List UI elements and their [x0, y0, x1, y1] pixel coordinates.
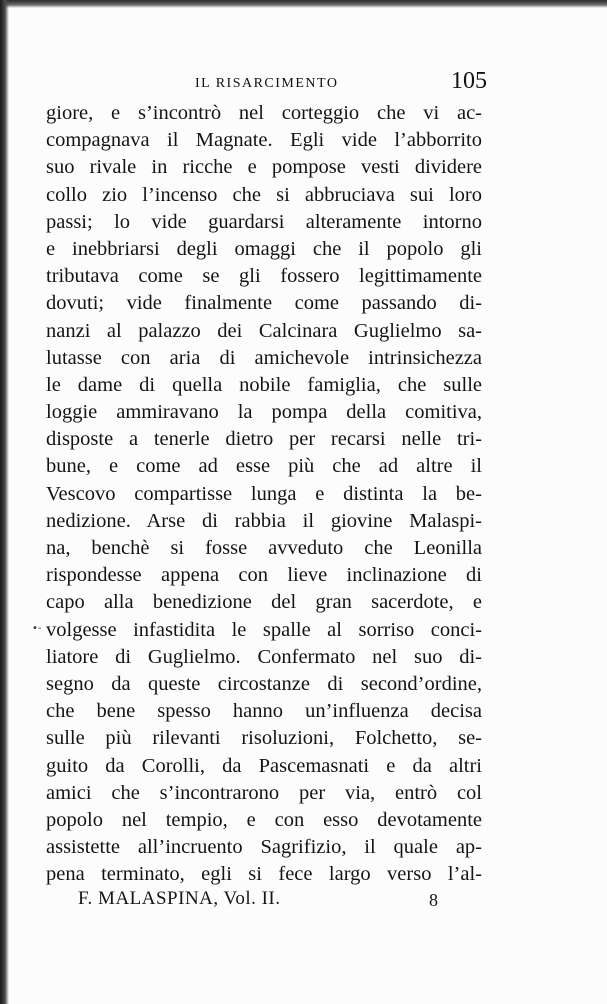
- text-line: popolo nel tempio, e con esso devotamente: [46, 808, 482, 831]
- margin-ink-mark-icon: •-: [32, 623, 42, 634]
- body-text: [46, 100, 482, 888]
- text-line: compagnava il Magnate. Egli vide l’abborrito: [46, 129, 482, 152]
- text-line: e inebbriarsi degli omaggi che il popolo gli: [46, 237, 482, 260]
- page-number: 105: [451, 68, 487, 94]
- text-line: Vescovo compartisse lunga e distinta la be-: [46, 482, 482, 505]
- text-line: le dame di quella nobile famiglia, che sulle: [46, 373, 482, 396]
- text-line: tributava come se gli fossero legittimamente: [46, 265, 482, 288]
- text-line: passi; lo vide guardarsi alteramente intorno: [46, 210, 482, 233]
- text-line: segno da queste circostanze di second’ordine,: [46, 672, 482, 695]
- text-line: rispondesse appena con lieve inclinazione di: [46, 564, 482, 587]
- text-line: volgesse infastidita le spalle al sorriso conci-: [46, 618, 482, 641]
- text-line: loggie ammiravano la pompa della comitiva,: [46, 401, 482, 424]
- text-line: liatore di Guglielmo. Confermato nel suo di-: [46, 645, 482, 668]
- running-title: IL RISARCIMENTO: [195, 76, 339, 91]
- page-top-shadow: [0, 0, 607, 8]
- text-line: nanzi al palazzo dei Calcinara Guglielmo sa-: [46, 319, 482, 342]
- text-line: disposte a tenerle dietro per recarsi nelle tri-: [46, 428, 482, 451]
- page-header: [195, 70, 487, 100]
- page-footer: [78, 888, 438, 916]
- text-line: na, benchè si fosse avveduto che Leonilla: [46, 537, 482, 559]
- text-line: giore, e s’incontrò nel corteggio che vi ac-: [46, 102, 482, 124]
- text-line: pena terminato, egli si fece largo verso l’al-: [46, 863, 482, 886]
- page-binding-shadow: [0, 0, 9, 1004]
- text-line: amici che s’incontrarono per via, entrò col: [46, 781, 482, 804]
- text-line: che bene spesso hanno un’influenza decisa: [46, 700, 482, 723]
- text-line: assistette all’incruento Sagrifizio, il quale ap-: [46, 836, 482, 859]
- text-line: bune, e come ad esse più che ad altre il: [46, 455, 482, 478]
- text-line: capo alla benedizione del gran sacerdote, e: [46, 591, 482, 614]
- text-line: sulle più rilevanti risoluzioni, Folchetto, se-: [46, 727, 482, 750]
- text-line: suo rivale in ricche e pompose vesti dividere: [46, 156, 482, 179]
- signature-line: F. MALASPINA, Vol. II.: [78, 888, 281, 909]
- text-line: lutasse con aria di amichevole intrinsichezza: [46, 346, 482, 369]
- text-line: collo zio l’incenso che si abbruciava sui loro: [46, 183, 482, 206]
- text-line: dovuti; vide finalmente come passando di-: [46, 292, 482, 315]
- text-line: guito da Corolli, da Pascemasnati e da altri: [46, 754, 482, 777]
- text-line: nedizione. Arse di rabbia il giovine Malaspi-: [46, 509, 482, 532]
- signature-mark: 8: [429, 890, 438, 910]
